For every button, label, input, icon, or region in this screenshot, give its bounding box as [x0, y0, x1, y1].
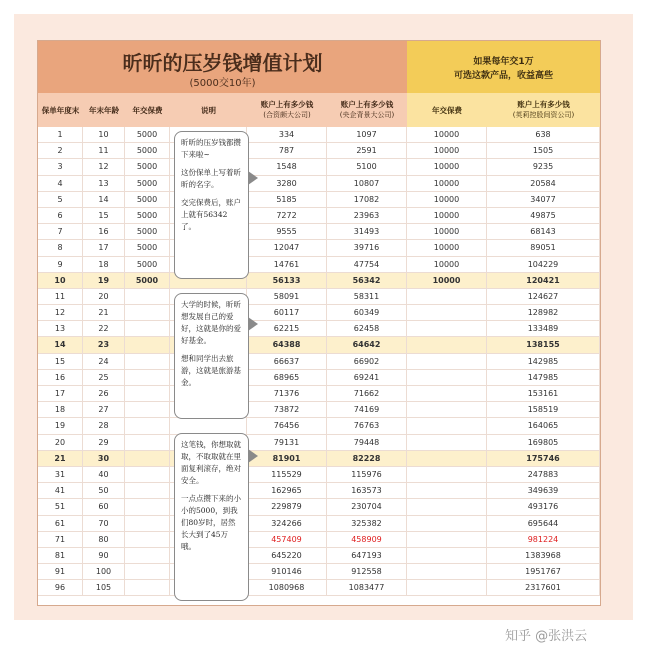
table-cell: 5000	[125, 257, 170, 273]
table-cell: 695644	[487, 516, 600, 532]
table-cell: 645220	[247, 548, 327, 564]
table-cell: 647193	[327, 548, 407, 564]
table-row	[38, 337, 600, 353]
table-cell	[125, 354, 170, 370]
col-acct2-title: 账户上有多少钱	[340, 100, 394, 109]
table-cell	[125, 402, 170, 418]
table-cell: 638	[487, 127, 600, 143]
table-cell	[407, 402, 487, 418]
table-cell: 24	[83, 354, 125, 370]
table-cell: 60117	[247, 305, 327, 321]
table-cell: 40	[83, 467, 125, 483]
table-cell: 50	[83, 483, 125, 499]
table-cell: 19	[83, 273, 125, 289]
table-cell: 71	[38, 532, 83, 548]
page-title: 昕昕的压岁钱增值计划	[122, 51, 323, 75]
table-cell: 1097	[327, 127, 407, 143]
table-cell: 18	[83, 257, 125, 273]
table-row	[38, 143, 600, 159]
table-cell: 175746	[487, 451, 600, 467]
table-cell: 7	[38, 224, 83, 240]
table-cell	[125, 289, 170, 305]
table-cell: 325382	[327, 516, 407, 532]
col-acct2	[327, 93, 407, 127]
table-cell: 61	[38, 516, 83, 532]
title-banner	[38, 41, 407, 93]
table-row	[38, 354, 600, 370]
table-row	[38, 386, 600, 402]
table-cell: 12	[83, 159, 125, 175]
table-cell: 5185	[247, 192, 327, 208]
table-cell: 1951767	[487, 564, 600, 580]
table-cell	[125, 321, 170, 337]
table-cell: 912558	[327, 564, 407, 580]
table-cell: 5000	[125, 127, 170, 143]
table-row	[38, 370, 600, 386]
table-cell: 18	[38, 402, 83, 418]
note-2-pointer	[248, 317, 258, 331]
alt-line-2: 可选这款产品，收益高些	[453, 71, 553, 81]
table-cell: 21	[83, 305, 125, 321]
table-cell: 1080968	[247, 580, 327, 596]
table-cell: 76456	[247, 418, 327, 434]
table-cell: 138155	[487, 337, 600, 353]
table-cell	[407, 548, 487, 564]
note-bubble-2	[174, 293, 249, 419]
table-cell	[125, 532, 170, 548]
table-cell: 56133	[247, 273, 327, 289]
table-cell: 5000	[125, 240, 170, 256]
table-cell: 5100	[327, 159, 407, 175]
table-cell: 96	[38, 580, 83, 596]
table-cell: 13	[83, 176, 125, 192]
plan-table	[37, 40, 601, 606]
col-acct3-title: 账户上有多少钱	[517, 100, 570, 109]
table-cell: 31	[38, 467, 83, 483]
table-cell: 457409	[247, 532, 327, 548]
table-cell: 90	[83, 548, 125, 564]
table-cell: 10000	[407, 143, 487, 159]
table-cell	[407, 354, 487, 370]
table-cell: 124627	[487, 289, 600, 305]
table-cell: 229879	[247, 499, 327, 515]
note-3-text-b: 一点点攒下来的小小的5000，到我们80岁时，居然长大到了45万哦。	[181, 494, 241, 551]
table-cell	[125, 580, 170, 596]
col-acct1	[247, 93, 327, 127]
table-cell	[125, 435, 170, 451]
table-cell: 26	[83, 386, 125, 402]
table-cell: 10000	[407, 176, 487, 192]
table-row	[38, 435, 600, 451]
table-cell	[407, 451, 487, 467]
table-cell: 66637	[247, 354, 327, 370]
table-cell: 64642	[327, 337, 407, 353]
table-cell: 81	[38, 548, 83, 564]
table-cell: 82228	[327, 451, 407, 467]
table-cell: 5000	[125, 143, 170, 159]
col-age: 年末年龄	[83, 93, 125, 127]
table-cell: 31493	[327, 224, 407, 240]
col-premium: 年交保费	[125, 93, 170, 127]
note-1-text-c: 交完保费后，账户上就有56342了。	[181, 198, 241, 231]
table-cell: 153161	[487, 386, 600, 402]
col-policy-year: 保单年度末	[38, 93, 83, 127]
table-cell: 169805	[487, 435, 600, 451]
table-cell	[407, 337, 487, 353]
table-cell: 11	[38, 289, 83, 305]
table-row	[38, 418, 600, 434]
table-cell: 16	[83, 224, 125, 240]
table-cell: 5000	[125, 224, 170, 240]
table-cell: 20584	[487, 176, 600, 192]
table-cell: 49875	[487, 208, 600, 224]
table-row	[38, 240, 600, 256]
col-acct1-sub: (合资颇大公司)	[263, 111, 311, 119]
table-cell	[125, 337, 170, 353]
table-cell: 60349	[327, 305, 407, 321]
table-cell: 25	[83, 370, 125, 386]
table-cell: 5000	[125, 159, 170, 175]
table-cell: 2317601	[487, 580, 600, 596]
table-cell: 2591	[327, 143, 407, 159]
table-cell: 8	[38, 240, 83, 256]
note-2-text-b: 想和同学出去旅游，这就是旅游基金。	[181, 354, 241, 387]
table-row	[38, 305, 600, 321]
table-cell: 64388	[247, 337, 327, 353]
table-row	[38, 321, 600, 337]
table-cell: 10000	[407, 127, 487, 143]
page-subtitle: (5000交10年)	[189, 78, 256, 89]
table-cell: 10807	[327, 176, 407, 192]
table-row	[38, 257, 600, 273]
table-cell: 68965	[247, 370, 327, 386]
table-cell	[407, 483, 487, 499]
table-cell: 12047	[247, 240, 327, 256]
table-cell: 128982	[487, 305, 600, 321]
table-row	[38, 127, 600, 143]
table-row	[38, 516, 600, 532]
table-cell: 230704	[327, 499, 407, 515]
table-cell: 9235	[487, 159, 600, 175]
table-cell: 910146	[247, 564, 327, 580]
watermark: 知乎 @张洪云	[505, 629, 588, 644]
table-cell	[407, 580, 487, 596]
table-cell: 81901	[247, 451, 327, 467]
alt-line-1: 如果每年交1万	[473, 57, 534, 67]
table-cell: 147985	[487, 370, 600, 386]
table-cell: 458909	[327, 532, 407, 548]
table-cell: 4	[38, 176, 83, 192]
table-cell	[125, 418, 170, 434]
table-cell	[125, 516, 170, 532]
table-row	[38, 467, 600, 483]
col-note: 说明	[170, 93, 247, 127]
table-cell	[407, 386, 487, 402]
table-cell: 51	[38, 499, 83, 515]
table-cell: 349639	[487, 483, 600, 499]
table-cell: 34077	[487, 192, 600, 208]
table-cell	[125, 564, 170, 580]
table-cell: 5000	[125, 273, 170, 289]
table-cell: 164065	[487, 418, 600, 434]
table-row	[38, 532, 600, 548]
table-cell: 71662	[327, 386, 407, 402]
table-cell: 73872	[247, 402, 327, 418]
table-cell: 20	[38, 435, 83, 451]
table-cell: 68143	[487, 224, 600, 240]
table-cell: 10000	[407, 208, 487, 224]
table-cell: 21	[38, 451, 83, 467]
table-cell: 5000	[125, 192, 170, 208]
table-cell: 163573	[327, 483, 407, 499]
table-cell: 17	[83, 240, 125, 256]
table-cell: 58311	[327, 289, 407, 305]
table-cell	[125, 386, 170, 402]
table-cell: 1383968	[487, 548, 600, 564]
table-cell: 15	[83, 208, 125, 224]
table-row	[38, 548, 600, 564]
table-cell: 10	[38, 273, 83, 289]
table-cell: 89051	[487, 240, 600, 256]
table-cell: 10	[83, 127, 125, 143]
table-cell: 158519	[487, 402, 600, 418]
table-cell	[407, 321, 487, 337]
table-row	[38, 402, 600, 418]
table-cell: 91	[38, 564, 83, 580]
table-cell: 19	[38, 418, 83, 434]
col-acct1-title: 账户上有多少钱	[260, 100, 314, 109]
table-cell: 105	[83, 580, 125, 596]
table-cell	[407, 516, 487, 532]
table-cell: 142985	[487, 354, 600, 370]
table-row	[38, 224, 600, 240]
table-cell: 115529	[247, 467, 327, 483]
table-cell: 9555	[247, 224, 327, 240]
table-cell: 3	[38, 159, 83, 175]
table-cell: 16	[38, 370, 83, 386]
table-cell: 6	[38, 208, 83, 224]
table-cell	[125, 451, 170, 467]
table-cell	[407, 564, 487, 580]
table-cell: 115976	[327, 467, 407, 483]
col-acct2-sub: (央企背景大公司)	[339, 111, 395, 119]
table-cell: 79448	[327, 435, 407, 451]
note-1-text-a: 昕昕的压岁钱都攒下来啦~	[181, 138, 241, 159]
table-cell	[125, 483, 170, 499]
table-cell: 58091	[247, 289, 327, 305]
table-cell: 324266	[247, 516, 327, 532]
table-cell: 3280	[247, 176, 327, 192]
table-cell	[407, 370, 487, 386]
table-cell: 1505	[487, 143, 600, 159]
table-cell	[407, 467, 487, 483]
note-2-text-a: 大学的时候，昕昕想发展自己的爱好，这就是你的爱好基金。	[181, 300, 241, 345]
table-cell: 56342	[327, 273, 407, 289]
table-cell: 247883	[487, 467, 600, 483]
table-cell: 1	[38, 127, 83, 143]
table-cell	[125, 548, 170, 564]
table-row	[38, 273, 600, 289]
table-cell: 74169	[327, 402, 407, 418]
table-cell: 7272	[247, 208, 327, 224]
table-cell: 10000	[407, 273, 487, 289]
table-cell: 1548	[247, 159, 327, 175]
table-cell: 10000	[407, 257, 487, 273]
table-body	[38, 127, 600, 596]
table-cell	[125, 370, 170, 386]
table-cell: 104229	[487, 257, 600, 273]
table-cell: 29	[83, 435, 125, 451]
table-cell: 71376	[247, 386, 327, 402]
table-cell: 23	[83, 337, 125, 353]
table-cell: 66902	[327, 354, 407, 370]
table-cell: 5000	[125, 176, 170, 192]
table-cell: 62215	[247, 321, 327, 337]
table-cell: 69241	[327, 370, 407, 386]
col-acct3-sub: (英莉控股间资公司)	[512, 111, 575, 119]
table-cell: 2	[38, 143, 83, 159]
table-cell: 70	[83, 516, 125, 532]
table-cell: 41	[38, 483, 83, 499]
table-row	[38, 176, 600, 192]
table-cell: 334	[247, 127, 327, 143]
table-cell: 76763	[327, 418, 407, 434]
table-cell: 60	[83, 499, 125, 515]
table-row	[38, 483, 600, 499]
table-row	[38, 159, 600, 175]
table-cell: 10000	[407, 192, 487, 208]
table-cell: 5	[38, 192, 83, 208]
alternative-banner	[407, 41, 600, 93]
table-cell: 17082	[327, 192, 407, 208]
table-cell: 39716	[327, 240, 407, 256]
table-row	[38, 564, 600, 580]
table-cell: 787	[247, 143, 327, 159]
table-cell: 15	[38, 354, 83, 370]
table-cell: 23963	[327, 208, 407, 224]
note-bubble-1	[174, 131, 249, 279]
col-acct3	[487, 93, 600, 127]
table-row	[38, 499, 600, 515]
table-cell: 20	[83, 289, 125, 305]
col-premium-right: 年交保费	[407, 93, 487, 127]
table-cell: 120421	[487, 273, 600, 289]
table-cell: 79131	[247, 435, 327, 451]
table-cell: 10000	[407, 240, 487, 256]
table-cell: 9	[38, 257, 83, 273]
table-cell: 62458	[327, 321, 407, 337]
table-cell	[125, 499, 170, 515]
note-bubble-3	[174, 433, 249, 601]
table-cell: 17	[38, 386, 83, 402]
table-cell	[407, 305, 487, 321]
table-cell: 12	[38, 305, 83, 321]
table-row	[38, 289, 600, 305]
note-1-pointer	[248, 171, 258, 185]
table-cell: 27	[83, 402, 125, 418]
table-cell	[125, 305, 170, 321]
table-cell: 493176	[487, 499, 600, 515]
table-cell: 981224	[487, 532, 600, 548]
table-cell: 22	[83, 321, 125, 337]
table-cell: 11	[83, 143, 125, 159]
table-row	[38, 208, 600, 224]
table-cell: 14761	[247, 257, 327, 273]
table-cell: 162965	[247, 483, 327, 499]
table-cell: 10000	[407, 224, 487, 240]
table-cell	[407, 435, 487, 451]
table-cell	[407, 499, 487, 515]
table-cell: 30	[83, 451, 125, 467]
note-1-text-b: 这份保单上写着昕昕的名字。	[181, 168, 241, 189]
table-row	[38, 580, 600, 596]
table-cell	[407, 532, 487, 548]
table-row	[38, 451, 600, 467]
note-3-text-a: 这笔钱，你想取就取，不取取就在里面复利滚存，绝对安全。	[181, 440, 241, 485]
note-3-pointer	[248, 449, 258, 463]
table-cell: 28	[83, 418, 125, 434]
table-cell: 1083477	[327, 580, 407, 596]
table-cell: 80	[83, 532, 125, 548]
table-row	[38, 192, 600, 208]
table-cell: 5000	[125, 208, 170, 224]
table-cell: 13	[38, 321, 83, 337]
table-cell	[125, 467, 170, 483]
table-cell: 100	[83, 564, 125, 580]
table-cell	[407, 418, 487, 434]
table-cell: 133489	[487, 321, 600, 337]
table-cell: 14	[38, 337, 83, 353]
table-cell: 47754	[327, 257, 407, 273]
table-cell: 10000	[407, 159, 487, 175]
table-cell: 14	[83, 192, 125, 208]
table-cell	[407, 289, 487, 305]
